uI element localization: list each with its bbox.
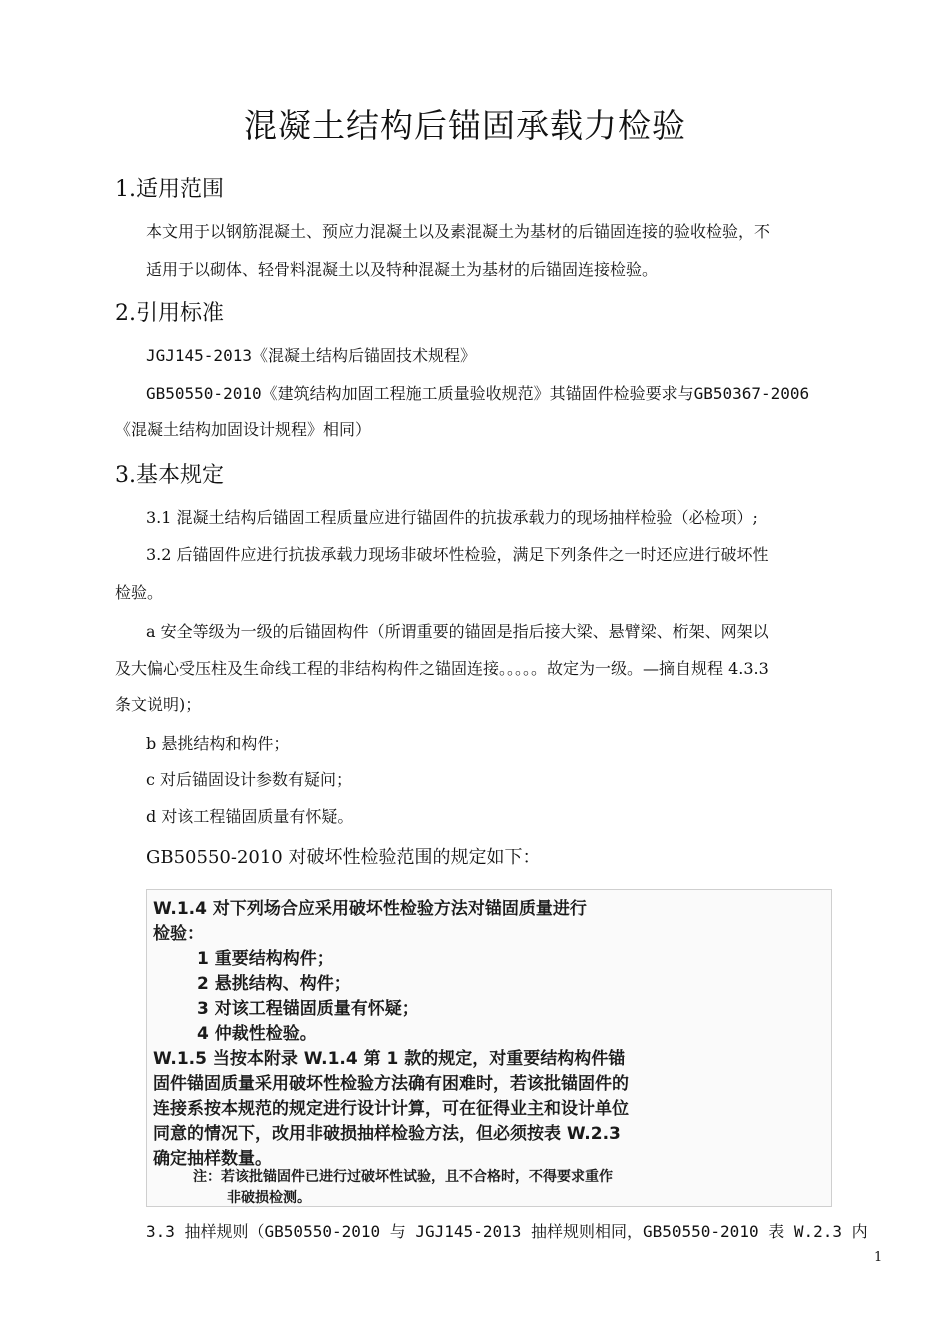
excerpt-w15-line-2: 固件锚固质量采用破坏性检验方法确有困难时，若该批锚固件的	[153, 1074, 629, 1094]
condition-c: c 对后锚固设计参数有疑问；	[146, 770, 353, 789]
condition-b: b 悬挑结构和构件；	[146, 734, 290, 753]
standard-excerpt-image	[146, 889, 832, 1207]
excerpt-note-line-2: 非破损检测。	[227, 1190, 311, 1206]
reference-gb50550-line-2: 《混凝土结构加固设计规程》相同）	[115, 420, 372, 439]
gb50550-intro: GB50550-2010 对破坏性检验范围的规定如下：	[146, 847, 541, 868]
scope-paragraph-line-1: 本文用于以钢筋混凝土、预应力混凝土以及素混凝土为基材的后锚固连接的验收检验，不	[146, 222, 771, 241]
condition-a-line-1: a 安全等级为一级的后锚固构件（所谓重要的锚固是指后接大梁、悬臂梁、桁架、网架以	[146, 622, 769, 641]
scope-paragraph-line-2: 适用于以砌体、轻骨料混凝土以及特种混凝土为基材的后锚固连接检验。	[146, 260, 659, 279]
excerpt-w14-line-1: W.1.4 对下列场合应采用破坏性检验方法对锚固质量进行	[153, 899, 587, 919]
section-heading-basic-rules: 3.基本规定	[115, 463, 224, 488]
rule-3-2-line-1: 3.2 后锚固件应进行抗拔承载力现场非破坏性检验，满足下列条件之一时还应进行破坏性	[146, 545, 769, 564]
page-number: 1	[874, 1250, 883, 1265]
section-heading-scope: 1.适用范围	[115, 177, 224, 202]
excerpt-w15-line-1: W.1.5 当按本附录 W.1.4 第 1 款的规定，对重要结构构件锚	[153, 1049, 626, 1069]
rule-3-2-line-2: 检验。	[115, 583, 164, 602]
section-heading-references: 2.引用标准	[115, 301, 224, 326]
excerpt-w14-line-2: 检验：	[153, 924, 204, 944]
rule-3-3: 3.3 抽样规则（GB50550-2010 与 JGJ145-2013 抽样规则相同，GB50550-2010 表 W.2.3 内	[146, 1222, 868, 1241]
condition-d: d 对该工程锚固质量有怀疑。	[146, 807, 354, 826]
excerpt-item-1: 1 重要结构构件；	[197, 949, 334, 969]
reference-gb50550-line-1: GB50550-2010《建筑结构加固工程施工质量验收规范》其锚固件检验要求与GB50367-2006	[146, 384, 810, 403]
document-title: 混凝土结构后锚固承载力检验	[244, 106, 686, 145]
excerpt-w15-line-5: 确定抽样数量。	[153, 1149, 272, 1169]
reference-jgj145: JGJ145-2013《混凝土结构后锚固技术规程》	[146, 346, 476, 365]
excerpt-item-3: 3 对该工程锚固质量有怀疑；	[197, 999, 419, 1019]
condition-a-line-3: 条文说明)；	[115, 695, 202, 714]
excerpt-item-4: 4 仲裁性检验。	[197, 1024, 317, 1044]
excerpt-w15-line-4: 同意的情况下，改用非破损抽样检验方法，但必须按表 W.2.3	[153, 1124, 621, 1144]
rule-3-1: 3.1 混凝土结构后锚固工程质量应进行锚固件的抗拔承载力的现场抽样检验（必检项）;	[146, 508, 758, 527]
condition-a-line-2: 及大偏心受压柱及生命线工程的非结构构件之锚固连接。。。。。故定为一级。—摘自规程 4.3.3	[115, 659, 769, 678]
excerpt-w15-line-3: 连接系按本规范的规定进行设计计算，可在征得业主和设计单位	[153, 1099, 629, 1119]
excerpt-item-2: 2 悬挑结构、构件；	[197, 974, 351, 994]
excerpt-note-line-1: 注：若该批锚固件已进行过破坏性试验，且不合格时，不得要求重作	[193, 1169, 613, 1185]
